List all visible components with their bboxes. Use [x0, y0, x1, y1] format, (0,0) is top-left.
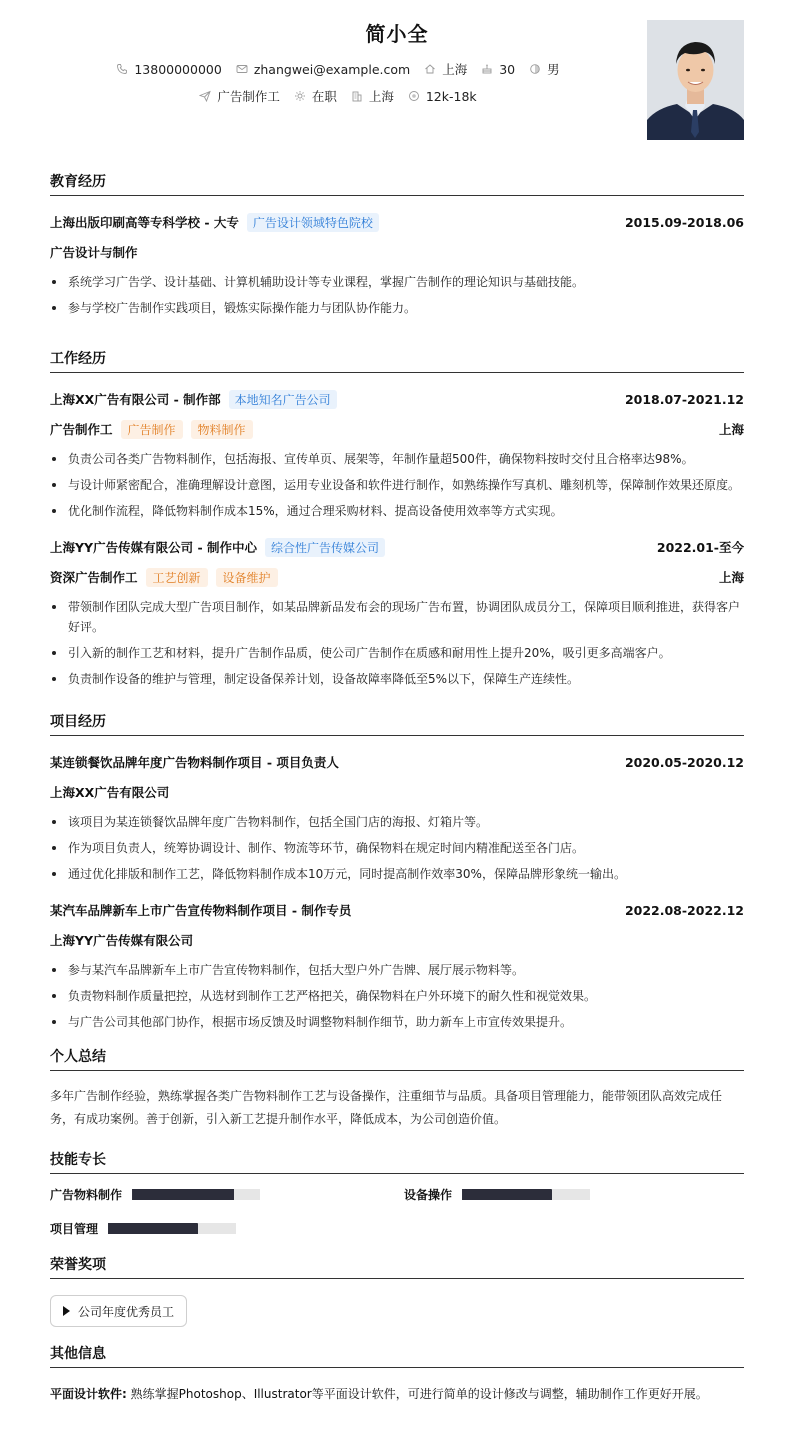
- list-item: 负责公司各类广告物料制作，包括海报、宣传单页、展架等，年制作量超500件，确保物料按时交付且合格率达98%。: [50, 449, 744, 469]
- honors-title: 荣誉奖项: [50, 1254, 744, 1279]
- skill-name: 项目管理: [50, 1222, 99, 1236]
- work-entry-head: [50, 389, 744, 409]
- major-name: 广告设计与制作: [50, 245, 138, 260]
- projects-section: [50, 711, 744, 1032]
- company-tag: 综合性广告传媒公司: [265, 538, 385, 557]
- home-icon: [424, 63, 436, 75]
- work-city: 上海: [718, 570, 744, 585]
- skill-tag: 设备维护: [216, 568, 278, 587]
- skills-section: [50, 1149, 744, 1244]
- honor-item[interactable]: [50, 1295, 187, 1327]
- cake-icon: [481, 63, 493, 75]
- project-company-line: [50, 930, 744, 950]
- project-company: 上海XX广告有限公司: [50, 785, 170, 800]
- school-name: 上海出版印刷高等专科学校 - 大专: [50, 215, 239, 230]
- skill-item: [50, 1186, 260, 1203]
- gender-item: [529, 60, 560, 78]
- summary-text: 多年广告制作经验，熟练掌握各类广告物料制作工艺与设备操作，注重细节与品质。具备项目管理能力，能带领团队高效完成任务，有成功案例。善于创新，引入新工艺提升制作水平，降低成本，为公司创造价值。: [50, 1089, 723, 1126]
- education-title: 教育经历: [50, 171, 744, 196]
- skill-name: 广告物料制作: [50, 1188, 123, 1202]
- project-name: 某连锁餐饮品牌年度广告物料制作项目 - 项目负责人: [50, 755, 339, 770]
- skill-bar-fill: [108, 1223, 198, 1234]
- location-item: [424, 60, 467, 78]
- phone-icon: [116, 63, 128, 75]
- education-entry-head: [50, 212, 744, 232]
- education-section: [50, 171, 744, 318]
- project-company-line: [50, 782, 744, 802]
- skills-grid: [50, 1174, 744, 1244]
- list-item: 引入新的制作工艺和材料，提升广告制作品质，使公司广告制作在质感和耐用性上提升20%，吸引更多高端客户。: [50, 643, 744, 663]
- list-item: 该项目为某连锁餐饮品牌年度广告物料制作，包括全国门店的海报、灯箱片等。: [50, 812, 744, 832]
- salary-item: [408, 89, 477, 104]
- project-date: 2022.08-2022.12: [624, 902, 744, 918]
- job-title-item: [199, 87, 280, 105]
- contact-row: [50, 60, 626, 78]
- education-bullets: [50, 272, 744, 318]
- role-line: [50, 419, 744, 439]
- job-title-text: 广告制作工: [217, 89, 280, 104]
- skill-item: [404, 1186, 590, 1203]
- building-icon: [351, 90, 363, 102]
- project-entry-head: [50, 900, 744, 920]
- other-section: [50, 1343, 744, 1404]
- skill-bar-fill: [132, 1189, 234, 1200]
- project-bullets: [50, 812, 744, 884]
- list-item: 参与学校广告制作实践项目，锻炼实际操作能力与团队协作能力。: [50, 298, 744, 318]
- phone-item: [116, 62, 221, 77]
- role-name: 广告制作工: [50, 422, 113, 437]
- major-line: [50, 242, 744, 262]
- status-item: [294, 87, 337, 105]
- list-item: 系统学习广告学、设计基础、计算机辅助设计等专业课程，掌握广告制作的理论知识与基础技能。: [50, 272, 744, 292]
- gear-icon: [294, 90, 306, 102]
- work-date: 2022.01-至今: [656, 540, 744, 555]
- location-text: 上海: [442, 62, 468, 77]
- company-name: 上海YY广告传媒有限公司 - 制作中心: [50, 540, 257, 555]
- other-title: 其他信息: [50, 1343, 744, 1368]
- project-entry-head: [50, 752, 744, 772]
- company-name: 上海XX广告有限公司 - 制作部: [50, 392, 221, 407]
- list-item: 作为项目负责人，统筹协调设计、制作、物流等环节，确保物料在规定时间内精准配送至各门店。: [50, 838, 744, 858]
- salary-text: 12k-18k: [425, 88, 477, 104]
- other-info: [50, 1384, 744, 1404]
- age-item: [481, 62, 515, 77]
- work-bullets: [50, 449, 744, 521]
- list-item: 参与某汽车品牌新车上市广告宣传物料制作，包括大型户外广告牌、展厅展示物料等。: [50, 960, 744, 980]
- project-name: 某汽车品牌新车上市广告宣传物料制作项目 - 制作专员: [50, 903, 352, 918]
- gender-text: 男: [547, 62, 560, 77]
- email-item: [236, 62, 410, 77]
- summary-title: 个人总结: [50, 1046, 744, 1071]
- role-line: [50, 567, 744, 587]
- skill-item: [50, 1220, 236, 1237]
- work-date: 2018.07-2021.12: [624, 391, 744, 407]
- gender-icon: [529, 63, 541, 75]
- profile-photo: [647, 20, 744, 140]
- job-intent-row: [50, 87, 626, 105]
- skill-bar: [462, 1189, 590, 1200]
- skill-bar: [132, 1189, 260, 1200]
- work-entry-head: [50, 537, 744, 557]
- work-section: [50, 348, 744, 689]
- project-company: 上海YY广告传媒有限公司: [50, 933, 194, 948]
- candidate-name: 简小全: [365, 22, 429, 46]
- list-item: 带领制作团队完成大型广告项目制作，如某品牌新品发布会的现场广告布置，协调团队成员分工，保障项目顺利推进，获得客户好评。: [50, 597, 744, 637]
- summary-section: [50, 1046, 744, 1131]
- skill-bar: [108, 1223, 236, 1234]
- honor-label: 公司年度优秀员工: [78, 1304, 175, 1319]
- work-bullets: [50, 597, 744, 689]
- age-text: 30: [499, 61, 516, 77]
- other-text: 熟练掌握Photoshop、Illustrator等平面设计软件，可进行简单的设计修改与调整，辅助制作工作更好开展。: [130, 1387, 708, 1401]
- project-bullets: [50, 960, 744, 1032]
- mail-icon: [236, 63, 248, 75]
- list-item: 负责物料制作质量把控，从选材到制作工艺严格把关，确保物料在户外环境下的耐久性和视觉效果。: [50, 986, 744, 1006]
- company-tag: 本地知名广告公司: [229, 390, 337, 409]
- school-tag: 广告设计领域特色院校: [247, 213, 379, 232]
- list-item: 与设计师紧密配合，准确理解设计意图，运用专业设备和软件进行制作，如熟练操作写真机、雕刻机等，保障制作效果还原度。: [50, 475, 744, 495]
- list-item: 通过优化排版和制作工艺，降低物料制作成本10万元，同时提高制作效率30%，保障品牌形象统一输出。: [50, 864, 744, 884]
- skills-title: 技能专长: [50, 1149, 744, 1174]
- work-city: 上海: [718, 422, 744, 437]
- resume-header: [50, 0, 744, 160]
- other-label: 平面设计软件:: [50, 1387, 127, 1401]
- projects-title: 项目经历: [50, 711, 744, 736]
- work-title: 工作经历: [50, 348, 744, 373]
- list-item: 优化制作流程，降低物料制作成本15%，通过合理采购材料、提高设备使用效率等方式实现。: [50, 501, 744, 521]
- skill-tag: 广告制作: [121, 420, 183, 439]
- status-text: 在职: [311, 89, 337, 104]
- phone-text: 13800000000: [134, 61, 222, 77]
- list-item: 负责制作设备的维护与管理，制定设备保养计划，设备故障率降低至5%以下，保障生产连续性。: [50, 669, 744, 689]
- skill-tag: 物料制作: [191, 420, 253, 439]
- list-item: 与广告公司其他部门协作，根据市场反馈及时调整物料制作细节，助力新车上市宣传效果提升。: [50, 1012, 744, 1032]
- project-date: 2020.05-2020.12: [624, 754, 744, 770]
- send-icon: [199, 90, 211, 102]
- skill-tag: 工艺创新: [146, 568, 208, 587]
- honors-section: [50, 1254, 744, 1327]
- coin-icon: [408, 90, 420, 102]
- email-text: zhangwei@example.com: [253, 61, 411, 77]
- skill-name: 设备操作: [404, 1188, 453, 1202]
- education-date: 2015.09-2018.06: [624, 214, 744, 230]
- play-icon: [63, 1306, 70, 1316]
- role-name: 资深广告制作工: [50, 570, 138, 585]
- skill-bar-fill: [462, 1189, 552, 1200]
- city-text: 上海: [368, 89, 394, 104]
- city-item: [351, 87, 394, 105]
